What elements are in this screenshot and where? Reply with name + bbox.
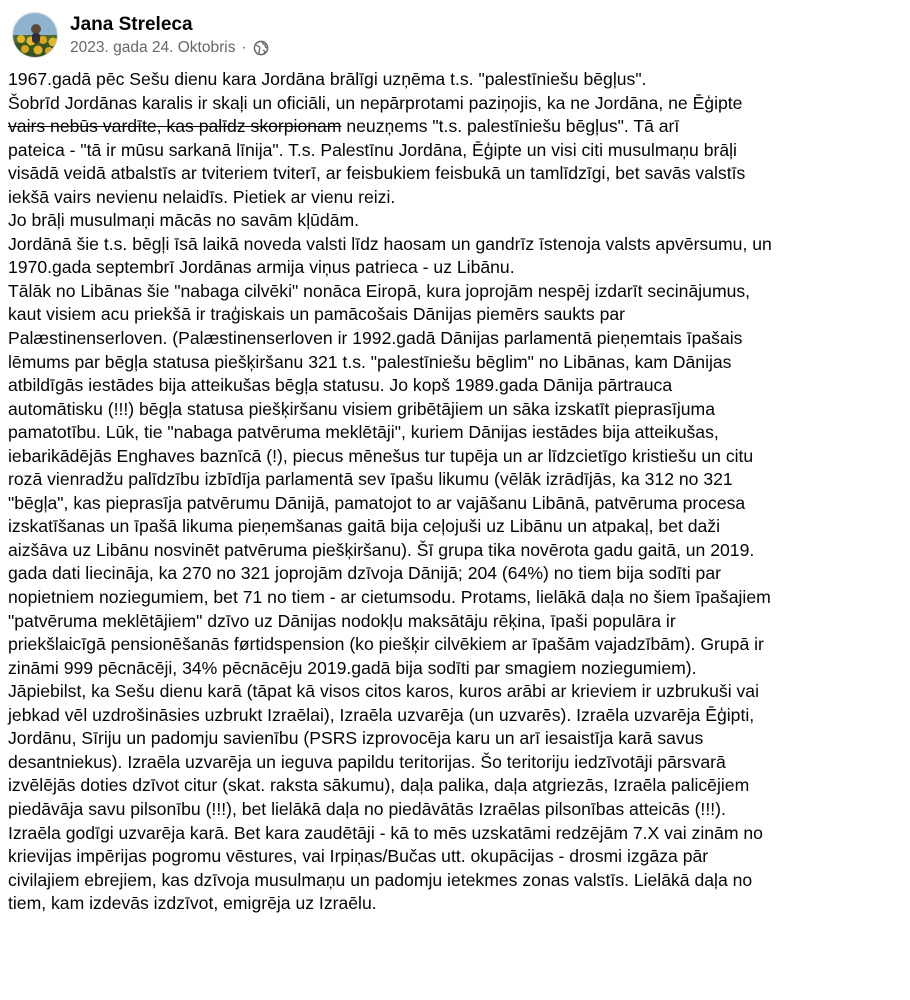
post-text-line xyxy=(8,92,904,116)
post-text-line xyxy=(8,610,904,634)
line-text: Jordānu, Sīriju un padomju savienību (PSRS izprovocēja karu un arī iesaistīja karā savus xyxy=(8,728,704,749)
post-text-line xyxy=(8,869,904,893)
line-text: krievijas impērijas pogromu vēstures, vai Irpiņas/Bučas utt. okupācijas - drosmi izgāza pār xyxy=(8,846,709,867)
post-text-line xyxy=(8,256,904,280)
separator-dot: · xyxy=(241,38,247,56)
post-text xyxy=(8,68,904,916)
post-text-line xyxy=(8,209,904,233)
post-text-line xyxy=(8,704,904,728)
line-text: desantniekus). Izraēla uzvarēja un ieguva papildu teritorijas. Šo teritoriju iedzīvotāji pārsvarā xyxy=(8,751,726,772)
post-text-line xyxy=(8,351,904,375)
post-text-line xyxy=(8,680,904,704)
line-text: Šobrīd Jordānas karalis ir skaļi un oficiāli, un nepārprotami paziņojis, ka ne Jordāna, ne Ēģipte xyxy=(8,92,743,113)
post-text-line xyxy=(8,445,904,469)
line-text: gada dati liecināja, ka 270 no 321 joprojām dzīvoja Dānijā; 204 (64%) no tiem bija sodīti par xyxy=(8,563,721,584)
post-text-line xyxy=(8,139,904,163)
post-text-line xyxy=(8,798,904,822)
line-text: iebarikādējās Enghaves baznīcā (!), piecus mēnešus tur tupēja un ar līdzcietīgo kristiešu un citu xyxy=(8,445,754,466)
post-text-line xyxy=(8,115,904,139)
line-text: priekšlaicīgā pensionēšanās førtidspension (ko piešķir cilvēkiem ar īpašām vajadzībām). Grupā ir xyxy=(8,634,764,655)
line-text: rozā vienradžu palīdzību izbīdīja parlamentā sev īpašu likumu (vēlāk izrādījās, ka 312 no 321 xyxy=(8,469,733,490)
line-text: nopietniem noziegumiem, bet 71 no tiem - ar cietumsodu. Protams, lielākā daļa no šiem īpašajiem xyxy=(8,587,771,608)
line-text: pamatotību. Lūk, tie "nabaga patvēruma meklētāji", kuriem Dānijas iestādes bija atteikušas, xyxy=(8,422,719,443)
line-text: jebkad vēl uzdrošināsies uzbrukt Izraēlai), Izraēla uzvarēja (un uzvarēs). Izraēla uzvarēja Ēģipti, xyxy=(8,704,755,725)
line-text: Jo brāļi musulmaņi mācās no savām kļūdām. xyxy=(8,210,360,231)
line-text: Palæstinenserloven. (Palæstinenserloven ir 1992.gadā Dānijas parlamentā pieņemtais īpašais xyxy=(8,328,743,349)
avatar[interactable] xyxy=(12,12,58,58)
post-text-line xyxy=(8,303,904,327)
post-text-line xyxy=(8,374,904,398)
post-text-line xyxy=(8,162,904,186)
post-text-line xyxy=(8,327,904,351)
line-text: neuzņems "t.s. palestīniešu bēgļus". Tā arī xyxy=(341,116,680,137)
post-text-line xyxy=(8,774,904,798)
strikethrough-text: vairs nebūs vardīte, kas palīdz skorpionam xyxy=(8,116,342,137)
line-text: tiem, kam izdevās izdzīvot, emigrēja uz Izraēlu. xyxy=(8,893,377,914)
line-text: pateica - "tā ir mūsu sarkanā līnija". T.s. Palestīnu Jordāna, Ēģipte un visi citi musulmaņu brāļi xyxy=(8,139,737,160)
post-text-line xyxy=(8,633,904,657)
line-text: 1970.gada septembrī Jordānas armija viņus patrieca - uz Libānu. xyxy=(8,257,515,278)
avatar-image xyxy=(13,13,58,58)
author-name[interactable]: Jana Streleca xyxy=(70,13,193,35)
line-text: piedāvāja savu pilsonību (!!!), bet lielākā daļa no piedāvātās Izraēlas pilsonības atteicās (!!!). xyxy=(8,798,726,819)
line-text: zināmi 999 pēcnācēji, 34% pēcnācēju 2019.gadā bija sodīti par smagiem noziegumiem). xyxy=(8,657,697,678)
line-text: visādā veidā atbalstīs ar tviteriem tviterī, ar feisbukiem feisbukā un tamlīdzīgi, bet savās valstīs xyxy=(8,163,746,184)
line-text: Izraēla godīgi uzvarēja karā. Bet kara zaudētāji - kā to mēs uzskatāmi redzējām 7.X vai zinām no xyxy=(8,822,763,843)
post-text-line xyxy=(8,727,904,751)
post-meta xyxy=(70,14,269,57)
line-text: "patvēruma meklētājiem" dzīvo uz Dānijas nodokļu maksātāju rēķina, īpaši populāra ir xyxy=(8,610,676,631)
line-text: izskatīšanas un īpašā likuma pieņemšanas gaitā bija ceļojuši uz Libānu un atpakaļ, bet daži xyxy=(8,516,721,537)
line-text: 1967.gadā pēc Sešu dienu kara Jordāna brālīgi uzņēma t.s. "palestīniešu bēgļus". xyxy=(8,69,647,89)
line-text: kaut visiem acu priekšā ir traģiskais un pamācošais Dānijas piemērs saukts par xyxy=(8,304,626,325)
globe-icon[interactable] xyxy=(253,40,269,56)
line-text: atbildīgās iestādes bija atteikušas bēgļa statusu. Jo kopš 1989.gada Dānija pārtrauca xyxy=(8,375,673,396)
post-text-line xyxy=(8,822,904,846)
post-text-line xyxy=(8,586,904,610)
post-text-line xyxy=(8,892,904,916)
post-text-line xyxy=(8,421,904,445)
post-date-row xyxy=(70,39,269,57)
post-text-line xyxy=(8,539,904,563)
line-text: automātisku (!!!) bēgļa statusa piešķiršanu visiem gribētājiem un sāka izskatīt pieprasījuma xyxy=(8,398,715,419)
post-text-line xyxy=(8,845,904,869)
post-text-line xyxy=(8,515,904,539)
line-text: civilajiem ebrejiem, kas dzīvoja musulmaņu un padomju ietekmes zonas valstīs. Lielākā daļa no xyxy=(8,869,753,890)
post-text-line xyxy=(8,398,904,422)
line-text: iekšā vairs nevienu nelaidīs. Pietiek ar vienu reizi. xyxy=(8,186,396,207)
line-text: Jordānā šie t.s. bēgļi īsā laikā noveda valsti līdz haosam un gandrīz īstenoja valsts apvērsumu, un xyxy=(8,233,772,254)
post-text-line xyxy=(8,280,904,304)
post-text-line xyxy=(8,751,904,775)
line-text: izvēlējās doties dzīvot citur (skat. raksta sākumu), daļa palika, daļa atgriezās, Izraēla palicējiem xyxy=(8,775,750,796)
post-header xyxy=(12,10,269,60)
post-date[interactable]: 2023. gada 24. Oktobris xyxy=(70,38,236,56)
line-text: lēmums par bēgļa statusa piešķiršanu 321 t.s. "palestīniešu bēglim" no Libānas, kam Dānijas xyxy=(8,351,732,372)
line-text: "bēgļa", kas pieprasīja patvērumu Dānijā, pamatojot to ar vajāšanu Libānā, patvēruma procesa xyxy=(8,492,746,513)
post-text-line xyxy=(8,468,904,492)
line-text: aizšāva uz Libānu nosvinēt patvēruma piešķiršanu). Šī grupa tika novērota gadu gaitā, un 2019. xyxy=(8,539,755,560)
post-text-line xyxy=(8,186,904,210)
post-text-line xyxy=(8,657,904,681)
line-text: Jāpiebilst, ka Sešu dienu karā (tāpat kā visos citos karos, kuros arābi ar krieviem ir uzbrukuši vai xyxy=(8,681,759,702)
post-text-line xyxy=(8,68,904,92)
post-text-line xyxy=(8,562,904,586)
line-text: Tālāk no Libānas šie "nabaga cilvēki" nonāca Eiropā, kura joprojām nespēj izdarīt secinājumus, xyxy=(8,280,751,301)
post-text-line xyxy=(8,233,904,257)
post-text-line xyxy=(8,492,904,516)
